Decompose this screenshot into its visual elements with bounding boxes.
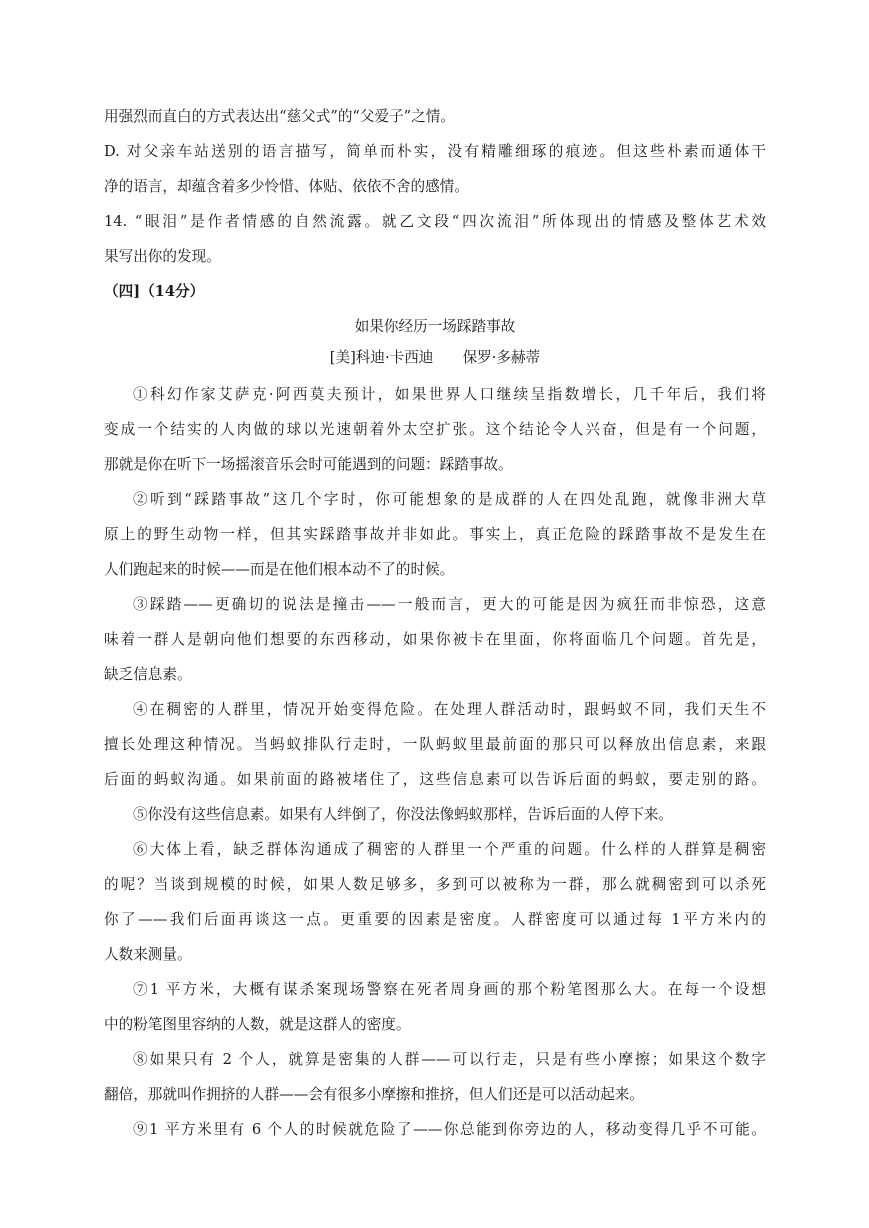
paragraph-line: 翻倍，那就叫作拥挤的人群——会有很多小摩擦和推挤，但人们还是可以活动起来。 xyxy=(104,1086,644,1103)
paragraph-line: ⑥大体上看，缺乏群体沟通成了稠密的人群里一个严重的问题。什么样的人群算是稠密 xyxy=(133,841,766,858)
question-line: 14. “眼泪”是作者情感的自然流露。就乙文段“四次流泪”所体现出的情感及整体艺术效 xyxy=(104,213,766,230)
paragraph-line: 那就是你在听下一场摇滚音乐会时可能遇到的问题：踩踏事故。 xyxy=(104,456,513,473)
paragraph-line: 用强烈而直白的方式表达出“慈父式”的“父爱子”之情。 xyxy=(104,108,455,125)
paragraph-line: 变成一个结实的人肉做的球以光速朝着外太空扩张。这个结论令人兴奋，但是有一个问题， xyxy=(104,421,766,438)
question-line: 果写出你的发现。 xyxy=(104,248,221,265)
paragraph-line: 后面的蚂蚁沟通。如果前面的路被堵住了，这些信息素可以告诉后面的蚂蚁，要走别的路。 xyxy=(104,771,766,788)
paragraph-line: ②听到“踩踏事故”这几个字时，你可能想象的是成群的人在四处乱跑，就像非洲大草 xyxy=(133,491,766,508)
paragraph-line: 缺乏信息素。 xyxy=(104,666,192,683)
paragraph-line: 的呢？当谈到规模的时候，如果人数足够多，多到可以被称为一群，那么就稠密到可以杀死 xyxy=(104,876,766,893)
article-author: [美]科迪·卡西迪 保罗·多赫蒂 xyxy=(329,349,541,366)
paragraph-line: 中的粉笔图里容纳的人数，就是这群人的密度。 xyxy=(104,1016,411,1033)
section-heading: （四]（14分） xyxy=(104,283,205,300)
paragraph-line: ⑦1 平方米，大概有谋杀案现场警察在死者周身画的那个粉笔图那么大。在每一个设想 xyxy=(133,981,766,998)
paragraph-line: 人数来测量。 xyxy=(104,946,192,963)
paragraph-line: 原上的野生动物一样，但其实踩踏事故并非如此。事实上，真正危险的踩踏事故不是发生在 xyxy=(104,526,766,543)
paragraph-line: 你了——我们后面再谈这一点。更重要的因素是密度。人群密度可以通过每 1平方米内的 xyxy=(104,911,766,928)
paragraph-line: 擅长处理这种情况。当蚂蚁排队行走时，一队蚂蚁里最前面的那只可以释放出信息素，来跟 xyxy=(104,736,766,753)
paragraph-line: ③踩踏——更确切的说法是撞击——一般而言，更大的可能是因为疯狂而非惊恐，这意 xyxy=(133,596,766,613)
paragraph-line: ①科幻作家艾萨克·阿西莫夫预计，如果世界人口继续呈指数增长，几千年后，我们将 xyxy=(133,386,766,403)
paragraph-line: ④在稠密的人群里，情况开始变得危险。在处理人群活动时，跟蚂蚁不同，我们天生不 xyxy=(133,701,766,718)
paragraph-line: 味着一群人是朝向他们想要的东西移动，如果你被卡在里面，你将面临几个问题。首先是， xyxy=(104,631,766,648)
paragraph-line: ⑨1 平方米里有 6 个人的时候就危险了——你总能到你旁边的人，移动变得几乎不可能。 xyxy=(133,1121,766,1138)
paragraph-line: 净的语言，却蕴含着多少怜惜、体贴、依依不舍的感情。 xyxy=(104,178,469,195)
paragraph-line: D. 对父亲车站送别的语言描写，简单而朴实，没有精雕细琢的痕迹。但这些朴素而通体干 xyxy=(104,143,766,160)
paragraph-line: 人们跑起来的时候——而是在他们根本动不了的时候。 xyxy=(104,561,455,578)
article-title: 如果你经历一场踩踏事故 xyxy=(354,318,516,335)
paragraph-line: ⑧如果只有 2 个人，就算是密集的人群——可以行走，只是有些小摩擦；如果这个数字 xyxy=(133,1051,766,1068)
paragraph-line: ⑤你没有这些信息素。如果有人绊倒了，你没法像蚂蚁那样，告诉后面的人停下来。 xyxy=(133,806,673,823)
